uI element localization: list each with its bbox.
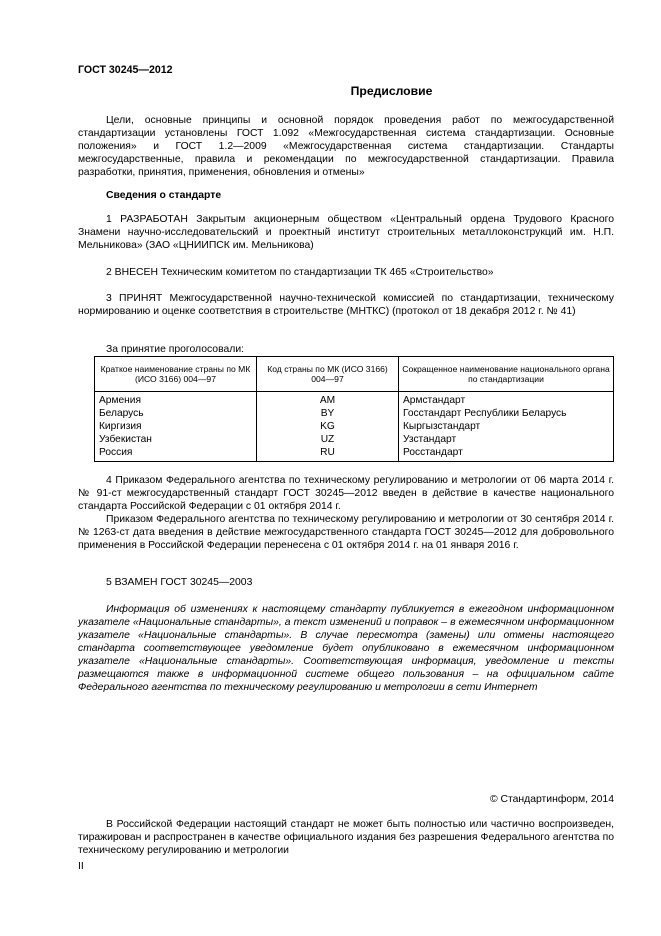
item-submitted: 2 ВНЕСЕН Техническим комитетом по стандартизации ТК 465 «Строительство» [106,267,494,278]
item-developed: 1 РАЗРАБОТАН Закрытым акционерным обществом «Центральный ордена Трудового Красного Знамени научно-исследовательский и проектный институт строительных металлоконструкций им. Н.П. Мельникова» (ЗАО «ЦНИИПСК им. Мельникова) [78,214,614,251]
table-header-country: Краткое наименование страны по МК (ИСО 3166) 004—97 [95,357,257,392]
table-cell-code: RU [257,446,399,462]
table-row [95,433,614,446]
table-header-code: Код страны по МК (ИСО 3166) 004—97 [257,357,399,392]
table-cell-code: AM [257,392,399,408]
table-cell-body: Росстандарт [399,446,614,462]
vote-caption: За принятие проголосовали: [106,344,245,355]
page-title: Предисловие [350,84,433,98]
item-replaces: 5 ВЗАМЕН ГОСТ 30245—2003 [106,577,253,588]
table-row [95,420,614,433]
table-cell-country: Узбекистан [95,433,257,446]
table-row [95,407,614,420]
table-row [95,446,614,462]
table-row [95,392,614,408]
table-cell-country: Киргизия [95,420,257,433]
standard-id: ГОСТ 30245—2012 [78,64,173,76]
item-enacted-postponed: Приказом Федерального агентства по техническому регулированию и метрологии от 30 сентября 2014 г. № 1263-ст дата введения в действие межгосударственного стандарта ГОСТ 30245—2012 для добровольного применения в Российской Федерации перенесена с 01 октября 2014 г. на 01 января 2016 г. [78,514,614,551]
table-header-body: Сокращенное наименование национального органа по стандартизации [399,357,614,392]
table-header-row [95,357,614,392]
table-cell-body: Армстандарт [399,392,614,408]
table-cell-country: Россия [95,446,257,462]
table-cell-country: Армения [95,392,257,408]
legal-notice: В Российской Федерации настоящий стандарт не может быть полностью или частично воспроизведен, тиражирован и распространен в качестве официального издания без разрешения Федерального агентства по техническому регулированию и метрологии [78,819,614,856]
info-note: Информация об изменениях к настоящему стандарту публикуется в ежегодном информационном указателе «Национальные стандарты», а текст изменений и поправок – в ежемесячном информационном указателе «Национальные стандарты». В случае пересмотра (замены) или отмены настоящего стандарта соответствующее уведомление будет опубликовано в ежемесячном информационном указателе «Национальные стандарты». Соответствующая информация, уведомление и тексты размещаются также в информационной системе общего пользования – на официальном сайте Федерального агентства по техническому регулированию и метрологии в сети Интернет [78,604,614,693]
copyright: © Стандартинформ, 2014 [489,794,614,805]
item-enacted: 4 Приказом Федерального агентства по техническому регулированию и метрологии от 06 марта 2014 г. № 91-ст межгосударственный стандарт ГОСТ 30245—2012 введен в действие в качестве национального стандарта Российской Федерации с 01 октября 2014 г. [78,475,614,512]
table-cell-code: BY [257,407,399,420]
table-cell-country: Беларусь [95,407,257,420]
page-number: II [78,861,84,872]
item-adopted: 3 ПРИНЯТ Межгосударственной научно-технической комиссией по стандартизации, техническому нормированию и оценке соответствия в строительстве (МНТКС) (протокол от 18 декабря 2012 г. № 41) [78,293,614,317]
table-cell-body: Госстандарт Республики Беларусь [399,407,614,420]
table-cell-body: Узстандарт [399,433,614,446]
intro-paragraph: Цели, основные принципы и основной порядок проведения работ по межгосударственной стандартизации установлены ГОСТ 1.092 «Межгосударственная система стандартизации. Основные положения» и ГОСТ 1.2—2009 «Межгосударственная система стандартизации. Стандарты межгосударственные, правила и рекомендации по межгосударственной стандартизации. Правила разработки, принятия, применения, обновления и отмены» [78,115,614,178]
table-cell-code: KG [257,420,399,433]
table-cell-body: Кыргызстандарт [399,420,614,433]
voting-table [94,356,614,462]
section-heading: Сведения о стандарте [106,190,222,201]
table-cell-code: UZ [257,433,399,446]
